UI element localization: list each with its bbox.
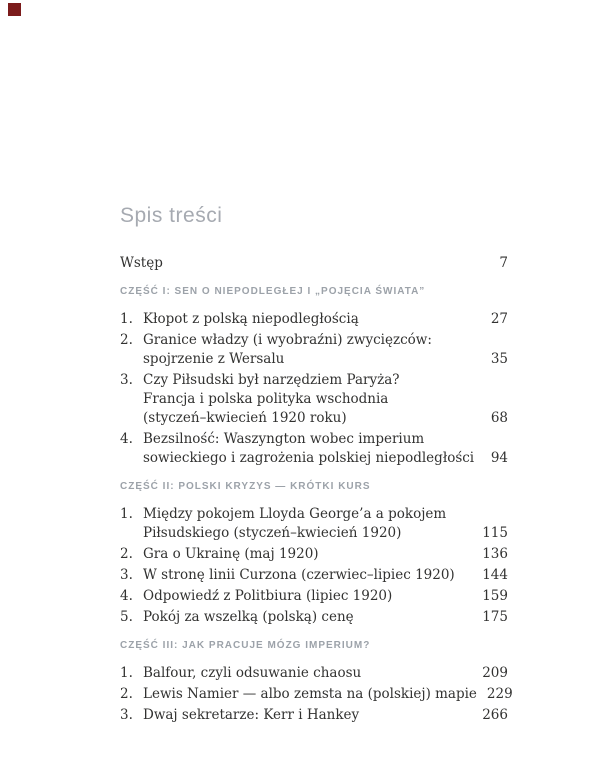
toc-item-line	[143, 409, 508, 428]
toc-item-line-text: Lewis Namier — albo zemsta na (polskiej) mapie	[143, 686, 477, 702]
section-heading: CZĘŚĆ II: POLSKI KRYZYS — KRÓTKI KURS	[120, 481, 371, 492]
toc-item-line-text: Odpowiedź z Politbiura (lipiec 1920)	[143, 588, 393, 604]
toc-item-line	[143, 350, 508, 369]
toc-item-text	[143, 505, 508, 543]
toc-item[interactable]	[120, 371, 508, 428]
toc-item-number: 4.	[120, 431, 133, 447]
toc-item-line	[143, 524, 508, 543]
toc-item-line-text: Gra o Ukrainę (maj 1920)	[143, 546, 319, 562]
section-heading: CZĘŚĆ III: JAK PRACUJE MÓZG IMPERIUM?	[120, 640, 371, 651]
toc-item-line	[143, 685, 513, 704]
toc-item-text	[143, 430, 508, 468]
toc-item[interactable]	[120, 587, 508, 606]
toc-item-line: Granice władzy (i wyobraźni) zwycięzców:	[143, 332, 432, 348]
toc-item-number: 4.	[120, 588, 133, 604]
toc-item-page-number: 115	[482, 525, 508, 541]
toc-item[interactable]	[120, 545, 508, 564]
toc-item-page-number: 159	[482, 588, 508, 604]
toc-section	[120, 639, 513, 725]
toc-item-page-number: 144	[482, 567, 508, 583]
toc-item-line-text: sowieckiego i zagrożenia polskiej niepodległości	[143, 450, 475, 466]
toc-item-line	[143, 664, 508, 683]
toc-section	[120, 285, 508, 468]
toc-item-text	[143, 331, 508, 369]
toc-item-number: 2.	[120, 546, 133, 562]
toc-item[interactable]	[120, 430, 508, 468]
toc-item-text	[143, 608, 508, 627]
toc-item-page-number: 27	[490, 311, 508, 327]
toc-item-line-text: W stronę linii Curzona (czerwiec–lipiec 1920)	[143, 567, 455, 583]
toc-item-text	[143, 545, 508, 564]
toc-entry-page-number: 7	[499, 255, 508, 271]
toc-item-line-text: Pokój za wszelką (polską) cenę	[143, 609, 354, 625]
toc-item-line	[143, 608, 508, 627]
toc-item[interactable]	[120, 331, 508, 369]
toc-item-number: 5.	[120, 609, 133, 625]
toc-item-text	[143, 685, 513, 704]
toc-item-text	[143, 566, 508, 585]
corner-marker	[8, 3, 21, 16]
toc-item[interactable]	[120, 566, 508, 585]
toc-item-line-text: spojrzenie z Wersalu	[143, 351, 285, 367]
toc-item-number: 1.	[120, 311, 133, 327]
toc-item[interactable]	[120, 664, 508, 683]
toc-item-number: 3.	[120, 707, 133, 723]
toc-item[interactable]	[120, 706, 508, 725]
toc-entry-intro[interactable]	[120, 254, 508, 273]
toc-item-text	[143, 310, 508, 329]
toc-item-line-text: Dwaj sekretarze: Kerr i Hankey	[143, 707, 360, 723]
toc-item-page-number: 94	[490, 450, 508, 466]
toc-item-line: Francja i polska polityka wschodnia	[143, 391, 389, 407]
toc-item-number: 1.	[120, 506, 133, 522]
page-title: Spis treści	[120, 204, 223, 227]
toc-item-number: 2.	[120, 332, 133, 348]
toc-item-line	[143, 566, 508, 585]
toc-section	[120, 480, 508, 627]
toc-item-line	[143, 706, 508, 725]
toc-item-page-number: 209	[482, 665, 508, 681]
toc-item[interactable]	[120, 685, 513, 704]
toc-item-number: 3.	[120, 372, 133, 388]
toc-item-page-number: 175	[482, 609, 508, 625]
toc-item-line-text: Kłopot z polską niepodległością	[143, 311, 359, 327]
toc-item-line-text: Balfour, czyli odsuwanie chaosu	[143, 665, 362, 681]
section-heading: CZĘŚĆ I: SEN O NIEPODLEGŁEJ I „POJĘCIA ŚWIATA”	[120, 286, 426, 297]
toc-item[interactable]	[120, 505, 508, 543]
section-items	[120, 664, 513, 725]
toc-sections	[120, 285, 513, 725]
toc-item-text	[143, 587, 508, 606]
toc-item-line: Czy Piłsudski był narzędziem Paryża?	[143, 372, 400, 388]
toc-item-page-number: 68	[490, 410, 508, 426]
toc-item-page-number: 136	[482, 546, 508, 562]
toc-item-number: 3.	[120, 567, 133, 583]
toc-item-line	[143, 310, 508, 329]
toc-item-page-number: 229	[486, 686, 513, 702]
toc-item-line	[143, 587, 508, 606]
toc-item[interactable]	[120, 310, 508, 329]
toc-item-line: Między pokojem Lloyda George’a a pokojem	[143, 506, 447, 522]
toc-item-text	[143, 706, 508, 725]
section-items	[120, 505, 508, 627]
toc-item-page-number: 35	[490, 351, 508, 367]
toc-item-text	[143, 371, 508, 428]
toc-item-number: 2.	[120, 686, 133, 702]
section-items	[120, 310, 508, 468]
toc-content	[120, 0, 513, 727]
toc-item[interactable]	[120, 608, 508, 627]
toc-item-text	[143, 664, 508, 683]
toc-entry-label: Wstęp	[120, 255, 163, 271]
toc-item-line-text: (styczeń–kwiecień 1920 roku)	[143, 410, 347, 426]
toc-item-number: 1.	[120, 665, 133, 681]
toc-item-line	[143, 449, 508, 468]
toc-item-line	[143, 545, 508, 564]
toc-item-line-text: Piłsudskiego (styczeń–kwiecień 1920)	[143, 525, 402, 541]
toc-item-page-number: 266	[482, 707, 508, 723]
toc-item-line: Bezsilność: Waszyngton wobec imperium	[143, 431, 425, 447]
